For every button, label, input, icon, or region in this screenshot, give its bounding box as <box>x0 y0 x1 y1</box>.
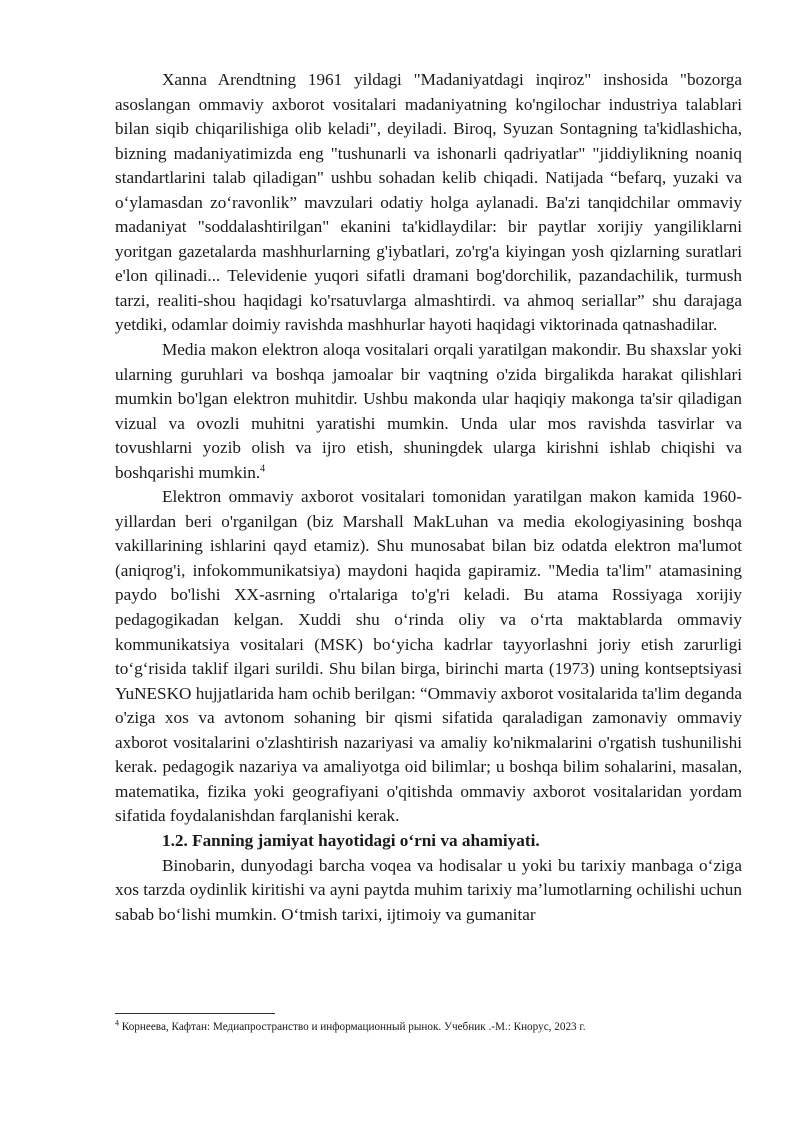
paragraph-arendt: Xanna Arendtning 1961 yildagi "Madaniyatdagi inqiroz" inshosida "bozorga asoslangan ommaviy axborot vositalari madaniyatning ko'ngilochar industriya talablari bilan siqib chiqarilishiga olib keladi", deyiladi. Biroq, Syuzan Sontagning ta'kidlashicha, bizning madaniyatimizda eng "tushunarli va ishonarli qadriyatlar" "jiddiylikning noaniq standartlarini talab qiladigan" ushbu sohadan kelib chiqadi. Natijada “befarq, yuzaki va o‘ylamasdan zo‘ravonlik” mavzulari odatiy holga aylanadi. Ba'zi tanqidchilar ommaviy madaniyat "soddalashtirilgan" ekanini ta'kidlaydilar: bir paytlar xorijiy yangiliklarni yoritgan gazetalarda mashhurlarning g'iybatlari, zo'rg'a kiyingan yosh qizlarning suratlari e'lon qilinadi... Televidenie yuqori sifatli dramani bog'dorchilik, pazandachilik, turmush tarzi, realiti-shou haqidagi ko'rsatuvlarga almashtirdi. va ahmoq seriallar” shu darajaga yetdiki, odamlar doimiy ravishda mashhurlar hayoti haqidagi viktorinada qatnashadilar. <box>115 70 742 335</box>
footnote <box>115 1020 755 1034</box>
paragraph-binobarin: Binobarin, dunyodagi barcha voqea va hodisalar u yoki bu tarixiy manbaga o‘ziga xos tarzda oydinlik kiritishi va ayni paytda muhim tarixiy ma’lumotlarning ochilishi uchun sabab bo‘lishi mumkin. O‘tmish tarixi, ijtimoiy va gumanitar <box>115 855 742 924</box>
section-heading: 1.2. Fanning jamiyat hayotidagi o‘rni va ahamiyati. <box>162 830 540 850</box>
footnote-reference[interactable]: 4 <box>260 463 266 475</box>
paragraph-electronic-media: Elektron ommaviy axborot vositalari tomonidan yaratilgan makon kamida 1960-yillardan beri o'rganilgan (biz Marshall MakLuhan va media ekologiyasining boshqa vakillarining ishlarini qayd etamiz). Shu munosabat bilan biz odatda elektron ma'lumot (aniqrog'i, infokommunikatsiya) maydoni haqida gapiramiz. "Media ta'lim" atamasining paydo bo'lishi XX-asrning o'rtalariga to'g'ri keladi. Bu atama Rossiyaga xorijiy pedagogikadan kelgan. Xuddi shu o‘rinda oliy va o‘rta maktablarda ommaviy kommunikatsiya vositalari (MSK) bo‘yicha kadrlar tayyorlashni joriy etish zarurligi to‘g‘risida taklif ilgari surildi. Shu bilan birga, birinchi marta (1973) uning kontseptsiyasi YuNESKO hujjatlarida ham ochib berilgan: “Ommaviy axborot vositalarida ta'lim deganda o'ziga xos va avtonom sohaning bir qismi sifatida qaraladigan zamonaviy ommaviy axborot vositalarini o'zlashtirish nazariyasi va amaliy ko'nikmalarini o'rgatish tushunilishi kerak. pedagogik nazariya va amaliyotga oid bilimlar; u boshqa bilim sohalarini, masalan, matematika, fizika yoki geografiyani o'qitishda ommaviy axborot vositalaridan yordam sifatida foydalanishdan farqlanishi kerak. <box>115 487 742 826</box>
paragraph-media-space-text: Media makon elektron aloqa vositalari orqali yaratilgan makondir. Bu shaxslar yoki ularning guruhlari va boshqa jamoalar bir vaqtning o'zida birgalikda harakat qilishlari mumkin bo'lgan elektron muhitdir. Ushbu makonda ular haqiqiy makonga ta'sir qiladigan vizual va ovozli muhitni yaratishi mumkin. Unda ular mos ravishda tasvirlar va tovushlarni yozib olish va ijro etish, shuningdek ularga kirishni ishlab chiqishi va boshqarishi mumkin. <box>115 340 742 482</box>
footnote-number: 4 <box>115 1018 119 1028</box>
document-page <box>115 68 742 927</box>
footnote-text: Корнеева, Кафтан: Медиапространство и информационный рынок. Учебник .-М.: Кнорус, 2023 г. <box>121 1021 586 1033</box>
paragraph-media-space <box>115 338 742 485</box>
footnote-divider <box>115 1013 275 1014</box>
